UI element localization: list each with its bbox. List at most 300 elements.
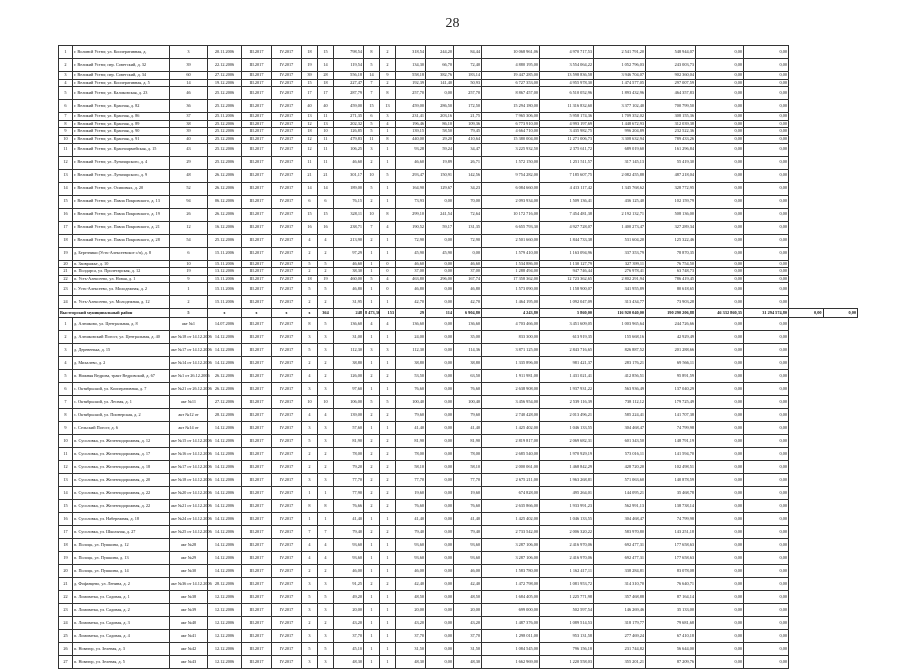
- cell-c4: 308 155,36: [646, 113, 696, 121]
- cell-c4: 312 039,38: [646, 120, 696, 128]
- cell-b2: 86,10: [426, 120, 454, 128]
- cell-b2: 0,00: [426, 656, 454, 669]
- cell-n: 11: [59, 143, 73, 156]
- cell-addr: с. Сельский Погост, д. 6: [73, 422, 170, 435]
- table-row: [59, 656, 858, 669]
- cell-c4: 87 209,76: [646, 656, 696, 669]
- cell-c3: 1 709 352,02: [594, 113, 646, 121]
- cell-z2: 0,00: [744, 135, 789, 143]
- cell-f2: 5: [318, 318, 334, 331]
- cell-b3: 38,80: [454, 357, 482, 370]
- cell-z2: 0,00: [744, 283, 789, 296]
- cell-z2: 0,00: [744, 143, 789, 156]
- cell-f3: 1: [364, 604, 380, 617]
- section-total-cell: x: [272, 309, 302, 318]
- cell-area: 328,11: [334, 208, 364, 221]
- cell-c1: 1 911 981,00: [482, 370, 540, 383]
- cell-f3: 1: [364, 283, 380, 296]
- cell-c2: 1 130 127,79: [540, 260, 594, 268]
- cell-z2: 0,00: [744, 156, 789, 169]
- cell-f4: 1: [380, 331, 396, 344]
- cell-f3: 7: [364, 87, 380, 100]
- cell-b2: 29,20: [426, 135, 454, 143]
- cell-n: 4: [59, 79, 73, 87]
- cell-q2: IV.2017: [272, 46, 302, 59]
- cell-b1: 139,15: [396, 128, 426, 136]
- cell-c4: 179 725,49: [646, 396, 696, 409]
- cell-f3: 1: [364, 383, 380, 396]
- cell-area: 93,60: [334, 552, 364, 565]
- cell-b3: 46,80: [454, 283, 482, 296]
- cell-f4: 5: [380, 396, 396, 409]
- cell-f2: 18: [318, 79, 334, 87]
- cell-z2: 0,00: [744, 208, 789, 221]
- cell-area: 81,90: [334, 435, 364, 448]
- cell-f1: 7: [302, 526, 318, 539]
- cell-f3: 4: [364, 318, 380, 331]
- cell-c1: 1 288 494,00: [482, 268, 540, 276]
- cell-f1: 2: [302, 617, 318, 630]
- cell-f4: 2: [380, 409, 396, 422]
- cell-c3: 1 893 432,96: [594, 87, 646, 100]
- table-row: [59, 344, 858, 357]
- cell-d1: 14.12.2006: [208, 500, 242, 513]
- cell-a: акт №25 от 14.12.2006: [170, 526, 208, 539]
- cell-f3: 1: [364, 357, 380, 370]
- cell-z2: 0,00: [744, 128, 789, 136]
- cell-z2: 0,00: [744, 234, 789, 247]
- cell-q2: IV.2017: [272, 357, 302, 370]
- cell-f4: 1: [380, 656, 396, 669]
- cell-b3: 79,60: [454, 409, 482, 422]
- cell-b3: 37,70: [454, 630, 482, 643]
- cell-d1: 25.12.2006: [208, 128, 242, 136]
- cell-f4: 1: [380, 156, 396, 169]
- cell-b2: 0,00: [426, 396, 454, 409]
- cell-n: 15: [59, 195, 73, 208]
- cell-c2: 1 225 771,98: [540, 591, 594, 604]
- cell-c3: 314 310,70: [594, 578, 646, 591]
- cell-b2: 0,00: [426, 617, 454, 630]
- cell-f4: 9: [380, 72, 396, 80]
- cell-f3: 2: [364, 448, 380, 461]
- cell-f4: 1: [380, 234, 396, 247]
- cell-q1: III.2017: [242, 113, 272, 121]
- cell-area: 460,00: [334, 275, 364, 283]
- table-row: [59, 435, 858, 448]
- cell-f4: 1: [380, 604, 396, 617]
- cell-c4: 789 433,26: [646, 135, 696, 143]
- cell-c1: 1 425 402,00: [482, 513, 540, 526]
- cell-q2: IV.2017: [272, 578, 302, 591]
- cell-b1: 46,00: [396, 565, 426, 578]
- cell-area: 43,20: [334, 617, 364, 630]
- cell-addr: п. Сусоловка, ул. Школьная, д. 27: [73, 526, 170, 539]
- cell-b3: 79,45: [454, 128, 482, 136]
- cell-z2: 0,00: [744, 487, 789, 500]
- cell-f2: 4: [318, 234, 334, 247]
- cell-q2: IV.2017: [272, 513, 302, 526]
- cell-f1: 2: [302, 461, 318, 474]
- cell-c1: 1 464 195,00: [482, 296, 540, 309]
- cell-f2: 3: [318, 383, 334, 396]
- cell-c4: 902 360,04: [646, 72, 696, 80]
- cell-f2: 15: [318, 208, 334, 221]
- cell-c4: 244 726,66: [646, 318, 696, 331]
- cell-f1: 5: [302, 435, 318, 448]
- cell-area: 20,00: [334, 604, 364, 617]
- cell-addr: п. Ломоватка, ул. Садовая, д. 3: [73, 617, 170, 630]
- table-row: [59, 370, 858, 383]
- cell-c2: 2 006 320,22: [540, 526, 594, 539]
- cell-a: 29: [170, 156, 208, 169]
- cell-n: 22: [59, 591, 73, 604]
- cell-c2: 1 970 929,19: [540, 448, 594, 461]
- cell-f2: 11: [318, 143, 334, 156]
- cell-b2: 0,00: [426, 578, 454, 591]
- cell-c4: 73 903,28: [646, 296, 696, 309]
- cell-c3: 1 052 796,03: [594, 59, 646, 72]
- cell-b2: 0,00: [426, 422, 454, 435]
- cell-f1: 5: [302, 591, 318, 604]
- cell-d1: 14.12.2006: [208, 539, 242, 552]
- cell-c2: 1 468 842,29: [540, 461, 594, 474]
- cell-area: 46,60: [334, 260, 364, 268]
- cell-q1: III.2017: [242, 268, 272, 276]
- cell-c1: 1 084 545,00: [482, 643, 540, 656]
- section-total-cell: 0,00: [823, 309, 858, 318]
- cell-d1: 16.12.2006: [208, 221, 242, 234]
- cell-f1: 12: [302, 143, 318, 156]
- cell-q2: IV.2017: [272, 169, 302, 182]
- cell-n: 20: [59, 260, 73, 268]
- cell-q2: IV.2017: [272, 87, 302, 100]
- cell-f1: 14: [302, 182, 318, 195]
- cell-z2: 0,00: [744, 526, 789, 539]
- cell-c4: 327 289,34: [646, 221, 696, 234]
- cell-b1: 459,00: [396, 100, 426, 113]
- cell-c4: 95 891,59: [646, 370, 696, 383]
- cell-n: 19: [59, 247, 73, 260]
- cell-b1: 231,41: [396, 113, 426, 121]
- table-row: [59, 59, 858, 72]
- cell-q1: III.2017: [242, 221, 272, 234]
- cell-addr: п. Сусоловка, ул. Железнодорожная, д. 17: [73, 448, 170, 461]
- cell-b2: 0,00: [426, 195, 454, 208]
- cell-c4: 67 410,18: [646, 630, 696, 643]
- cell-a: акт №38: [170, 591, 208, 604]
- cell-b2: 296,00: [426, 275, 454, 283]
- section-total-cell: 116 920 040,00: [594, 309, 646, 318]
- cell-f3: 1: [364, 656, 380, 669]
- cell-f1: 8: [302, 500, 318, 513]
- cell-d1: 26.12.2006: [208, 208, 242, 221]
- cell-f4: 3: [380, 113, 396, 121]
- cell-a: акт №18 от 14.12.2006: [170, 331, 208, 344]
- cell-d1: 06.12.2006: [208, 195, 242, 208]
- table-row: [59, 208, 858, 221]
- cell-f1: 6: [302, 195, 318, 208]
- cell-c2: 3 554 064,22: [540, 59, 594, 72]
- cell-q2: IV.2017: [272, 234, 302, 247]
- cell-n: 7: [59, 113, 73, 121]
- cell-c2: 1 963 268,81: [540, 474, 594, 487]
- section-total-cell: 114: [426, 309, 454, 318]
- cell-b3: 70,00: [454, 195, 482, 208]
- cell-b3: 76,60: [454, 383, 482, 396]
- cell-addr: д. Фофанцево, ул. Ленина, д. 2: [73, 578, 170, 591]
- cell-c1: 1 684 405,00: [482, 591, 540, 604]
- cell-n: 10: [59, 435, 73, 448]
- cell-b2: 59,24: [426, 143, 454, 156]
- cell-addr: г. Великий Устюг, ул. Павла Покровского, д. 13: [73, 195, 170, 208]
- cell-area: 31,95: [334, 296, 364, 309]
- table-row: [59, 87, 858, 100]
- cell-c1: 9 754 282,00: [482, 169, 540, 182]
- cell-f4: 1: [380, 357, 396, 370]
- cell-q1: III.2017: [242, 474, 272, 487]
- cell-q1: III.2017: [242, 247, 272, 260]
- section-total-cell: 29: [396, 309, 426, 318]
- cell-f1: 19: [302, 59, 318, 72]
- cell-q2: IV.2017: [272, 396, 302, 409]
- cell-c1: 17 358 362,00: [482, 275, 540, 283]
- cell-c4: 148 791,19: [646, 435, 696, 448]
- cell-a: 36: [170, 100, 208, 113]
- cell-q1: III.2017: [242, 100, 272, 113]
- cell-f1: 5: [302, 283, 318, 296]
- cell-f2: 5: [318, 591, 334, 604]
- cell-d1: 14.12.2006: [208, 461, 242, 474]
- cell-b3: 93,60: [454, 552, 482, 565]
- cell-addr: п. Сусоловка, ул. Железнодорожная, д. 20: [73, 474, 170, 487]
- cell-b3: 58,10: [454, 461, 482, 474]
- cell-b1: 58,10: [396, 461, 426, 474]
- cell-z2: 0,00: [744, 72, 789, 80]
- cell-f3: 2: [364, 578, 380, 591]
- cell-n: 23: [59, 283, 73, 296]
- cell-d1: 26.12.2006: [208, 169, 242, 182]
- cell-c4: 102 498,51: [646, 461, 696, 474]
- cell-z2: 0,00: [744, 617, 789, 630]
- table-row: [59, 422, 858, 435]
- cell-d1: 14.12.2006: [208, 331, 242, 344]
- cell-f1: 3: [302, 656, 318, 669]
- cell-z2: 0,00: [744, 260, 789, 268]
- cell-b2: 150,91: [426, 169, 454, 182]
- cell-b3: 35,00: [454, 331, 482, 344]
- cell-z2: 0,00: [744, 344, 789, 357]
- cell-addr: п. Полоцк, ул. Пушкина, д. 13: [73, 552, 170, 565]
- cell-c2: 11 316 832,60: [540, 100, 594, 113]
- cell-z1: 0,00: [696, 552, 744, 565]
- cell-area: 77,70: [334, 474, 364, 487]
- cell-c3: 738 112,12: [594, 396, 646, 409]
- cell-c3: 412 856,51: [594, 370, 646, 383]
- cell-b2: 0,00: [426, 234, 454, 247]
- cell-d1: 26.12.2006: [208, 182, 242, 195]
- cell-b2: 0,00: [426, 552, 454, 565]
- cell-f4: 2: [380, 487, 396, 500]
- cell-b3: 31,50: [454, 643, 482, 656]
- cell-f2: 11: [318, 113, 334, 121]
- cell-f1: 12: [302, 120, 318, 128]
- cell-a: 19: [170, 268, 208, 276]
- cell-b3: 42,40: [454, 578, 482, 591]
- cell-n: 25: [59, 630, 73, 643]
- cell-c3: 231 744,82: [594, 643, 646, 656]
- cell-addr: п. Новатор, ул. Зеленая, д. 5: [73, 656, 170, 669]
- cell-addr: п. Сусоловка, ул. Железнодорожная, д. 22: [73, 500, 170, 513]
- cell-f4: 2: [380, 474, 396, 487]
- cell-f2: 17: [318, 87, 334, 100]
- cell-c3: 2 082 455,88: [594, 169, 646, 182]
- cell-area: 126,00: [334, 370, 364, 383]
- cell-z2: 0,00: [744, 247, 789, 260]
- cell-z1: 0,00: [696, 247, 744, 260]
- cell-f4: 2: [380, 370, 396, 383]
- cell-area: 139,00: [334, 409, 364, 422]
- cell-addr: п. Новатор, ул. Зеленая, д. 3: [73, 643, 170, 656]
- cell-f2: 8: [318, 500, 334, 513]
- cell-f1: 2: [302, 357, 318, 370]
- cell-n: 2: [59, 331, 73, 344]
- cell-b1: 46,60: [396, 260, 426, 268]
- cell-b1: 79,60: [396, 409, 426, 422]
- cell-addr: г. Волинсй Устюг, ул. Кооперативная, д.: [73, 46, 170, 59]
- cell-z2: 0,00: [744, 275, 789, 283]
- cell-z2: 0,00: [744, 100, 789, 113]
- cell-d1: 20.11.2006: [208, 46, 242, 59]
- cell-c2: 947 746,44: [540, 268, 594, 276]
- cell-n: 14: [59, 182, 73, 195]
- cell-addr: д. Деревенька, д. 15: [73, 344, 170, 357]
- cell-b3: 183,14: [454, 72, 482, 80]
- cell-f4: 1: [380, 552, 396, 565]
- cell-n: 2: [59, 59, 73, 72]
- cell-c3: 531 604,20: [594, 234, 646, 247]
- cell-f1: 4: [302, 370, 318, 383]
- cell-f1: 3: [302, 331, 318, 344]
- cell-f4: 2: [380, 79, 396, 87]
- cell-f2: 4: [318, 552, 334, 565]
- cell-f4: 2: [380, 46, 396, 59]
- cell-q2: IV.2017: [272, 260, 302, 268]
- cell-addr: п. Сусоловка, ул. Железнодорожная, д. 22: [73, 487, 170, 500]
- cell-c1: 2 685 540,00: [482, 448, 540, 461]
- cell-c2: 4 413 117,42: [540, 182, 594, 195]
- cell-z2: 0,00: [744, 396, 789, 409]
- cell-f1: 3: [302, 383, 318, 396]
- table-row: [59, 283, 858, 296]
- cell-c4: 79 681,68: [646, 617, 696, 630]
- cell-f3: 2: [364, 526, 380, 539]
- cell-c1: 6 773 910,00: [482, 120, 540, 128]
- cell-n: 5: [59, 87, 73, 100]
- cell-d1: 14.12.2006: [208, 552, 242, 565]
- cell-b3: 257,70: [454, 87, 482, 100]
- cell-c1: 2 740 428,00: [482, 409, 540, 422]
- cell-d1: 12.12.2006: [208, 617, 242, 630]
- table-row: [59, 474, 858, 487]
- cell-c2: 12 723 362,65: [540, 275, 594, 283]
- cell-area: 97,60: [334, 383, 364, 396]
- cell-addr: г. Великий Устюг, ул. Кооперативная, д. 5: [73, 79, 170, 87]
- table-row: [59, 331, 858, 344]
- cell-f3: 11: [364, 135, 380, 143]
- cell-c3: 1 474 577,05: [594, 79, 646, 87]
- cell-f3: 7: [364, 79, 380, 87]
- cell-area: 556,18: [334, 72, 364, 80]
- cell-b3: 37,00: [454, 268, 482, 276]
- cell-z2: 0,00: [744, 513, 789, 526]
- cell-b2: 0,00: [426, 643, 454, 656]
- cell-b2: 0,00: [426, 630, 454, 643]
- cell-f3: 5: [364, 120, 380, 128]
- cell-c1: 6 084 660,00: [482, 182, 540, 195]
- cell-d1: 13.12.2006: [208, 268, 242, 276]
- cell-b1: 93,60: [396, 552, 426, 565]
- cell-b3: 48,50: [454, 591, 482, 604]
- cell-f1: 40: [302, 100, 318, 113]
- cell-f2: 2: [318, 370, 334, 383]
- cell-q2: IV.2017: [272, 344, 302, 357]
- cell-c2: 1 046 133,55: [540, 422, 594, 435]
- cell-q2: IV.2017: [272, 474, 302, 487]
- cell-a: акт №18 от 14.12.2006: [170, 474, 208, 487]
- cell-a: 26: [170, 208, 208, 221]
- cell-b3: 109,36: [454, 120, 482, 128]
- cell-f2: 11: [318, 135, 334, 143]
- cell-f4: 4: [380, 221, 396, 234]
- cell-z1: 0,00: [696, 113, 744, 121]
- cell-f4: 1: [380, 247, 396, 260]
- cell-z2: 0,00: [744, 331, 789, 344]
- cell-a: 39: [170, 59, 208, 72]
- cell-z1: 0,00: [696, 143, 744, 156]
- cell-a: 48: [170, 169, 208, 182]
- cell-c1: 6 655 793,30: [482, 221, 540, 234]
- cell-f4: 0: [380, 283, 396, 296]
- cell-f3: 1: [364, 617, 380, 630]
- cell-c4: 102 159,79: [646, 195, 696, 208]
- cell-f1: 4: [302, 234, 318, 247]
- cell-d1: 14.12.2006: [208, 422, 242, 435]
- cell-area: 41,40: [334, 513, 364, 526]
- cell-f3: 2: [364, 156, 380, 169]
- cell-f3: 5: [364, 128, 380, 136]
- cell-q1: III.2017: [242, 461, 272, 474]
- cell-b3: 72,64: [454, 208, 482, 221]
- cell-c1: 3 456 954,00: [482, 396, 540, 409]
- cell-b3: 46,60: [454, 260, 482, 268]
- cell-q1: III.2017: [242, 260, 272, 268]
- cell-area: 97,29: [334, 247, 364, 260]
- cell-c1: 1 573 090,00: [482, 283, 540, 296]
- cell-c4: 232 522,36: [646, 128, 696, 136]
- cell-c1: 3 871 125,00: [482, 344, 540, 357]
- cell-c3: 3 377 102,40: [594, 100, 646, 113]
- cell-b1: 42,40: [396, 578, 426, 591]
- cell-c3: 826 887,52: [594, 344, 646, 357]
- cell-f1: 5: [302, 643, 318, 656]
- cell-f2: 2: [318, 461, 334, 474]
- cell-f3: 2: [364, 500, 380, 513]
- cell-c4: 140 878,59: [646, 474, 696, 487]
- cell-c3: 357 468,88: [594, 591, 646, 604]
- cell-f3: 2: [364, 234, 380, 247]
- cell-z2: 0,00: [744, 565, 789, 578]
